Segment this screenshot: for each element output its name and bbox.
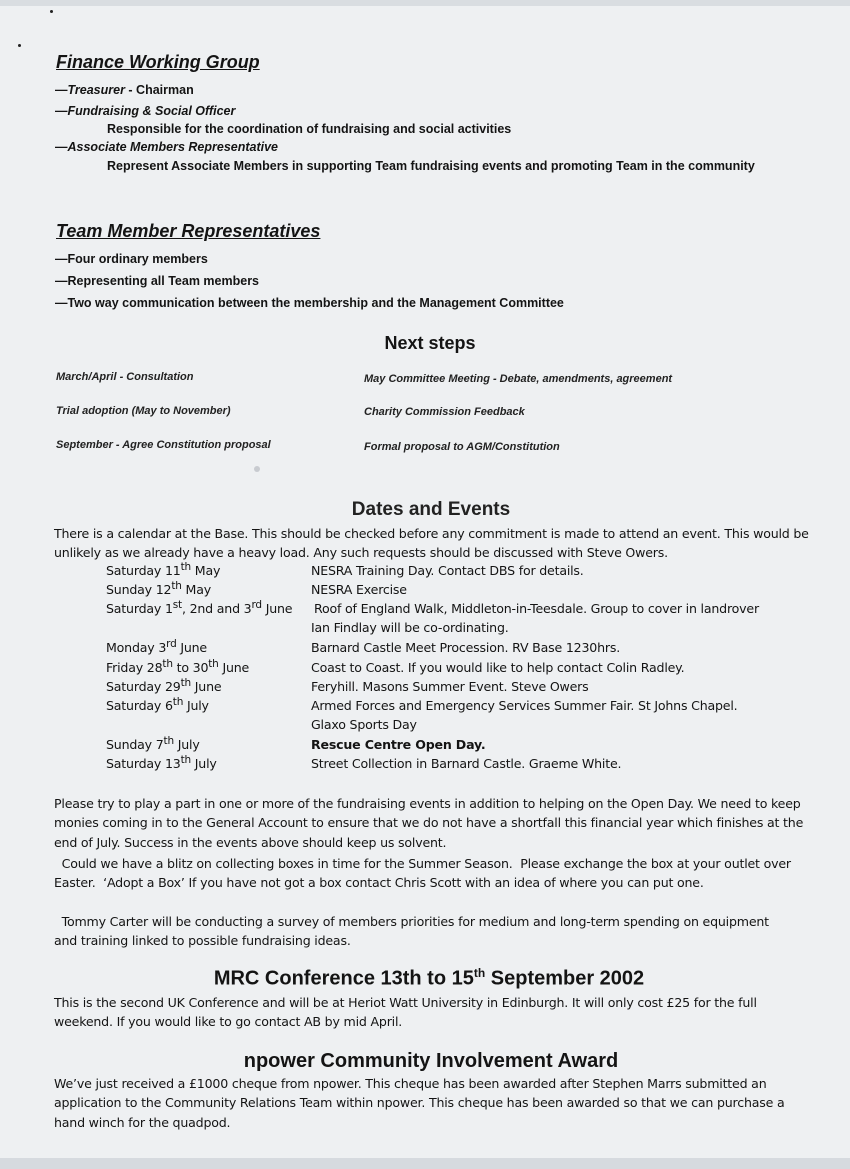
- event-desc: Street Collection in Barnard Castle. Graeme White.: [311, 756, 622, 771]
- associate-line: —Associate Members Representative: [55, 140, 279, 154]
- team-rep-item: —Two way communication between the membership and the Management Committee: [55, 296, 564, 310]
- scan-edge-top: [0, 0, 850, 6]
- event-desc: Coast to Coast. If you would like to help contact Colin Radley.: [311, 660, 685, 675]
- associate-desc: Represent Associate Members in supporting Team fundraising events and promoting Team in the community: [107, 159, 755, 173]
- event-date: Saturday 29th June: [106, 677, 222, 695]
- event-desc: Armed Forces and Emergency Services Summer Fair. St Johns Chapel.: [311, 698, 738, 713]
- event-date: Friday 28th to 30th June: [106, 658, 250, 676]
- event-desc: Glaxo Sports Day: [311, 717, 417, 732]
- scan-speck: [254, 466, 260, 472]
- next-step-item: Trial adoption (May to November): [56, 405, 231, 417]
- survey-paragraph: Tommy Carter will be conducting a survey of members priorities for medium and long-term spending on equipment and training linked to possible fundraising ideas.: [54, 914, 773, 949]
- team-rep-item: —Four ordinary members: [55, 252, 208, 266]
- scan-speck: [50, 10, 53, 13]
- event-desc: Rescue Centre Open Day.: [311, 737, 486, 752]
- event-desc: NESRA Training Day. Contact DBS for details.: [311, 563, 584, 578]
- event-date: Monday 3rd June: [106, 638, 207, 656]
- treasurer-line: —Treasurer - Chairman: [55, 83, 194, 97]
- next-step-item: Formal proposal to AGM/Constitution: [364, 441, 560, 453]
- event-desc: Barnard Castle Meet Procession. RV Base 1230hrs.: [311, 640, 621, 655]
- associate-role: Associate Members Representative: [67, 140, 279, 154]
- scan-speck: [18, 44, 21, 47]
- next-step-item: September - Agree Constitution proposal: [56, 439, 271, 451]
- finance-heading: Finance Working Group: [56, 52, 260, 72]
- event-date: Sunday 12th May: [106, 580, 211, 598]
- fundraising-desc: Responsible for the coordination of fundraising and social activities: [107, 122, 512, 136]
- npower-heading: npower Community Involvement Award: [243, 1050, 619, 1072]
- event-desc: Feryhill. Masons Summer Event. Steve Owers: [311, 679, 589, 694]
- event-date: Sunday 7th July: [106, 735, 200, 753]
- event-desc: Roof of England Walk, Middleton-in-Teesdale. Group to cover in landrover: [314, 601, 759, 616]
- next-step-item: May Committee Meeting - Debate, amendments, agreement: [364, 373, 673, 385]
- dates-intro: There is a calendar at the Base. This should be checked before any commitment is made to attend an event. This would be unlikely as we already have a heavy load. Any such requests should be discussed with Steve Owers.: [54, 526, 809, 561]
- team-rep-item: —Representing all Team members: [55, 274, 260, 288]
- dates-events-heading: Dates and Events: [351, 499, 511, 520]
- event-date: Saturday 6th July: [106, 696, 209, 714]
- fundraising-role: Fundraising & Social Officer: [67, 104, 236, 118]
- next-step-item: Charity Commission Feedback: [364, 406, 525, 418]
- fundraising-paragraph: Please try to play a part in one or more of the fundraising events in addition to helping on the Open Day. We need to keep monies coming in to the General Account to ensure that we do not have a shortfall this financial year which finishes at the end of July. Success in the events above should keep us solvent.: [54, 796, 804, 850]
- mrc-heading: MRC Conference 13th to 15th September 2002: [213, 966, 645, 990]
- event-desc: Ian Findlay will be co-ordinating.: [311, 620, 509, 635]
- mrc-body: This is the second UK Conference and will be at Heriot Watt University in Edinburgh. It will only cost £25 for the full weekend. If you would like to go contact AB by mid April.: [54, 995, 757, 1030]
- team-reps-heading: Team Member Representatives: [56, 221, 321, 241]
- event-date: Saturday 11th May: [106, 561, 221, 579]
- treasurer-suffix: - Chairman: [124, 83, 194, 97]
- event-desc: NESRA Exercise: [311, 582, 407, 597]
- event-date: Saturday 1st, 2nd and 3rd June: [106, 599, 293, 617]
- collecting-boxes-paragraph: Could we have a blitz on collecting boxes in time for the Summer Season. Please exchange the box at your outlet over Easter. ‘Adopt a Box’ If you have not got a box contact Chris Scott with an idea of where you can put one.: [54, 856, 795, 891]
- npower-body: We’ve just received a £1000 cheque from npower. This cheque has been awarded after Stephen Marrs submitted an application to the Community Relations Team within npower. This cheque has been awarded so that we can purchase a hand winch for the quadpod.: [54, 1076, 785, 1130]
- next-steps-heading: Next steps: [384, 333, 476, 353]
- scan-edge-bottom: [0, 1158, 850, 1169]
- fundraising-line: —Fundraising & Social Officer: [55, 104, 236, 118]
- treasurer-role: Treasurer: [67, 83, 125, 97]
- event-date: Saturday 13th July: [106, 754, 217, 772]
- next-step-item: March/April - Consultation: [56, 371, 194, 383]
